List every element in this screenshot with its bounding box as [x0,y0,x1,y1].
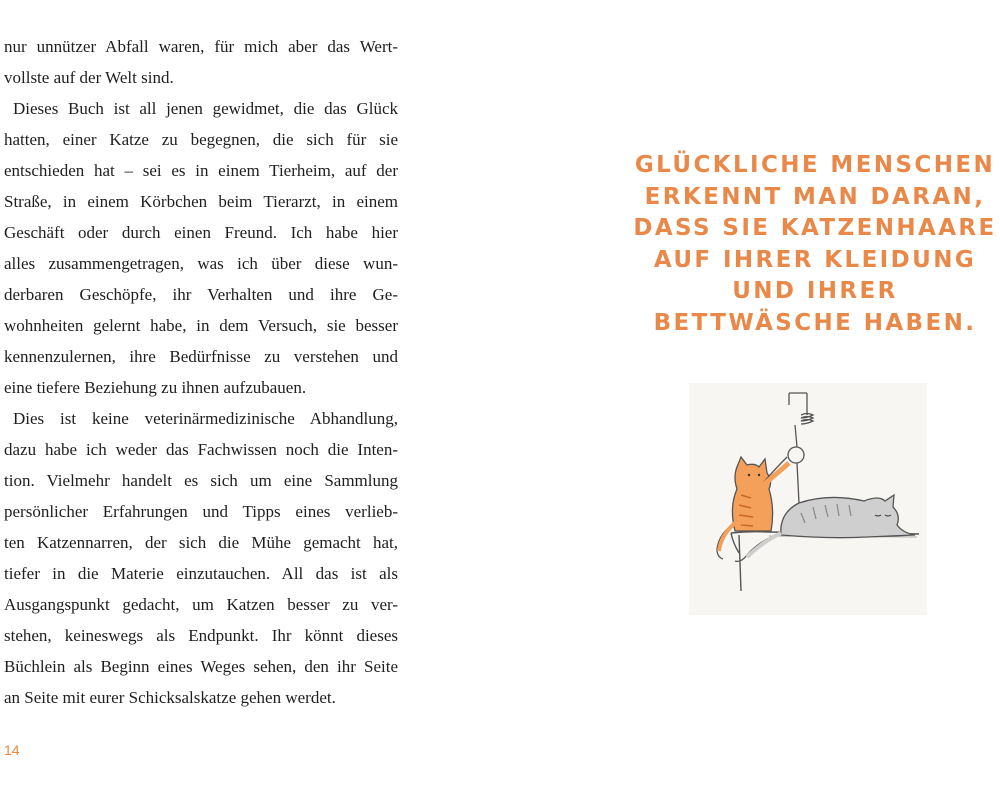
toy-ring [788,447,804,463]
text-line: entschieden hat – sei es in einem Tierheim, auf der [4,161,398,180]
text-line: persönlicher Erfahrungen und Tipps eines verlieb- [4,502,398,521]
quote-line: AUF IHRER KLEIDUNG [653,246,977,273]
cats-illustration [689,383,927,615]
text-line: alles zusammengetragen, was ich über diese wun- [4,254,398,273]
text-line: nur unnützer Abfall waren, für mich aber das Wert- [4,37,398,56]
text-line: Geschäft oder durch einen Freund. Ich habe hier [4,223,398,242]
text-line: Ausgangspunkt gedacht, um Katzen besser zu ver- [4,595,398,614]
text-line: vollste auf der Welt sind. [4,68,174,87]
text-line: wohnheiten gelernt habe, in dem Versuch, sie besser [4,316,398,335]
text-line: dazu habe ich weder das Fachwissen noch die Inten- [4,440,398,459]
quote-line: DASS SIE KATZENHAARE [633,215,997,241]
orange-cat [717,457,789,559]
quote-line: UND IHRER [732,278,898,304]
text-line: stehen, keineswegs als Endpunkt. Ihr könnt dieses [4,626,398,645]
text-line: eine tiefere Beziehung zu ihnen aufzubauen. [4,378,307,397]
quote-line: BETTWÄSCHE HABEN. [653,309,977,336]
toy-string [788,393,813,503]
text-line: Büchlein als Beginn eines Weges sehen, den ihr Seite [4,657,398,676]
text-line: hatten, einer Katze zu begegnen, die sich für sie [4,130,398,149]
quote-line: GLÜCKLICHE MENSCHEN [634,152,996,178]
quote-line: ERKENNT MAN DARAN, [644,183,986,210]
text-line: Straße, in einem Körbchen beim Tierarzt, in einem [4,192,398,211]
text-line: tiefer in die Materie einzutauchen. All das ist als [4,564,398,583]
pull-quote [605,150,1000,339]
text-line: tion. Vielmehr handelt es sich um eine Sammlung [4,471,398,490]
text-line: Dieses Buch ist all jenen gewidmet, die das Glück [13,99,398,118]
text-line: derbaren Geschöpfe, ihr Verhalten und ihre Ge- [4,285,398,304]
ledge [731,532,919,591]
page-number: 14 [4,742,20,758]
text-line: an Seite mit eurer Schicksalskatze gehen werdet. [4,688,336,707]
text-line: ten Katzennarren, der sich die Mühe gemacht hat, [4,533,398,552]
text-line: kennenzulernen, ihre Bedürfnisse zu verstehen und [4,347,398,366]
text-line: Dies ist keine veterinärmedizinische Abhandlung, [13,409,398,428]
